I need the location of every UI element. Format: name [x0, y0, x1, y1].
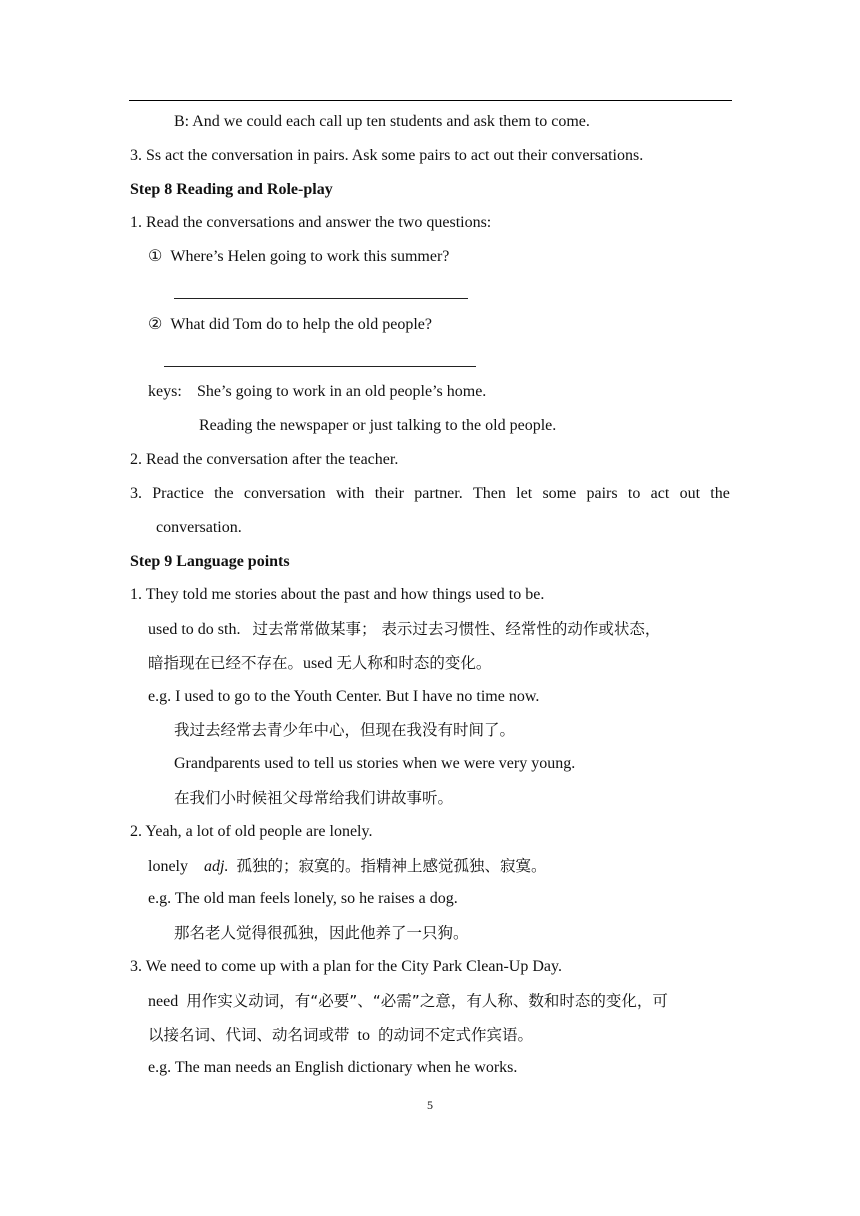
question-1-text: Where’s Helen going to work this summer? — [170, 248, 450, 265]
page-number: 5 — [427, 1098, 433, 1112]
point-1-zh-a: 过去常常做某事； 表示过去习惯性、经常性的动作或状态， — [252, 620, 661, 638]
instruction-3: 3. Ss act the conversation in pairs. Ask some pairs to act out their conversations. — [130, 147, 644, 164]
step8-item-2: 2. Read the conversation after the teacher. — [130, 451, 399, 468]
point-3-example: e.g. The man needs an English dictionary when he works. — [148, 1059, 518, 1076]
point-1-example-2-zh: 在我们小时候祖父母常给我们讲故事听。 — [174, 789, 454, 807]
point-1-zh-b3: 无人称和时态的变化。 — [336, 654, 492, 672]
point-2: 2. Yeah, a lot of old people are lonely. — [130, 823, 373, 840]
question-2-number: ② — [148, 316, 163, 333]
justified-word: out — [679, 485, 701, 502]
justified-word: the — [710, 485, 730, 502]
justified-word: the — [214, 485, 234, 502]
justified-word: conversation — [243, 485, 326, 502]
dialogue-line-b: B: And we could each call up ten students and ask them to come. — [174, 113, 590, 130]
point-2-example: e.g. The old man feels lonely, so he raises a dog. — [148, 890, 458, 907]
point-3-zh-b3: 的动词不定式作宾语。 — [377, 1026, 533, 1044]
point-1-example-1: e.g. I used to go to the Youth Center. But I have no time now. — [148, 688, 540, 705]
question-1-number: ① — [148, 248, 163, 265]
point-3-zh-a: 用作实义动词，有“必要”、“必需”之意，有人称、数和时态的变化，可 — [186, 992, 668, 1010]
key-answer-2: Reading the newspaper or just talking to the old people. — [199, 417, 557, 434]
header-rule — [129, 100, 732, 101]
point-3-zh-b1: 以接名词、代词、动名词或带 — [148, 1026, 350, 1044]
point-1-zh-b1: 暗指现在已经不存在。 — [148, 654, 304, 672]
point-1-example-1-zh: 我过去经常去青少年中心，但现在我没有时间了。 — [174, 721, 516, 739]
justified-word: with — [335, 485, 365, 502]
point-2-pos: adj. — [204, 858, 229, 875]
question-1 — [148, 247, 449, 267]
justified-word: their — [374, 485, 405, 502]
justified-word: partner. — [414, 485, 463, 502]
keys-label: keys: — [148, 383, 182, 400]
step8-heading: Step 8 Reading and Role-play — [130, 181, 333, 198]
point-3: 3. We need to come up with a plan for the City Park Clean-Up Day. — [130, 958, 562, 975]
justified-word: Then — [473, 485, 506, 502]
point-1-term: used to do sth. — [148, 621, 241, 638]
point-3-zh-b2: to — [357, 1027, 370, 1044]
point-1-example-2: Grandparents used to tell us stories when we were very young. — [174, 755, 576, 772]
justified-word: Practice — [152, 485, 204, 502]
question-2 — [148, 315, 432, 335]
step8-item-3 — [130, 484, 730, 504]
justified-word: some — [542, 485, 577, 502]
point-3-explanation-cont — [148, 1025, 533, 1045]
point-1-zh-b2: used — [303, 655, 333, 672]
point-1-explanation — [148, 619, 660, 639]
justified-word: to — [627, 485, 641, 502]
step9-heading: Step 9 Language points — [130, 553, 290, 570]
point-2-zh: 孤独的；寂寞的。指精神上感觉孤独、寂寞。 — [236, 857, 547, 875]
point-3-explanation — [148, 991, 668, 1011]
justified-word: 3. — [130, 485, 142, 502]
point-1-explanation-cont — [148, 653, 491, 673]
justified-word: pairs — [586, 485, 618, 502]
step8-item-1: 1. Read the conversations and answer the two questions: — [130, 214, 492, 231]
point-1: 1. They told me stories about the past and how things used to be. — [130, 586, 545, 603]
key-answer-1: She’s going to work in an old people’s home. — [197, 383, 487, 400]
point-2-example-zh: 那名老人觉得很孤独，因此他养了一只狗。 — [174, 924, 469, 942]
justified-word: let — [516, 485, 533, 502]
answer-blank-1[interactable] — [174, 298, 468, 299]
justified-word: act — [650, 485, 670, 502]
point-3-term: need — [148, 993, 179, 1010]
question-2-text: What did Tom do to help the old people? — [170, 316, 432, 333]
point-2-term: lonely — [148, 858, 188, 875]
answer-blank-2[interactable] — [164, 366, 476, 367]
step8-item-3-cont: conversation. — [156, 519, 242, 536]
point-2-explanation — [148, 856, 546, 876]
